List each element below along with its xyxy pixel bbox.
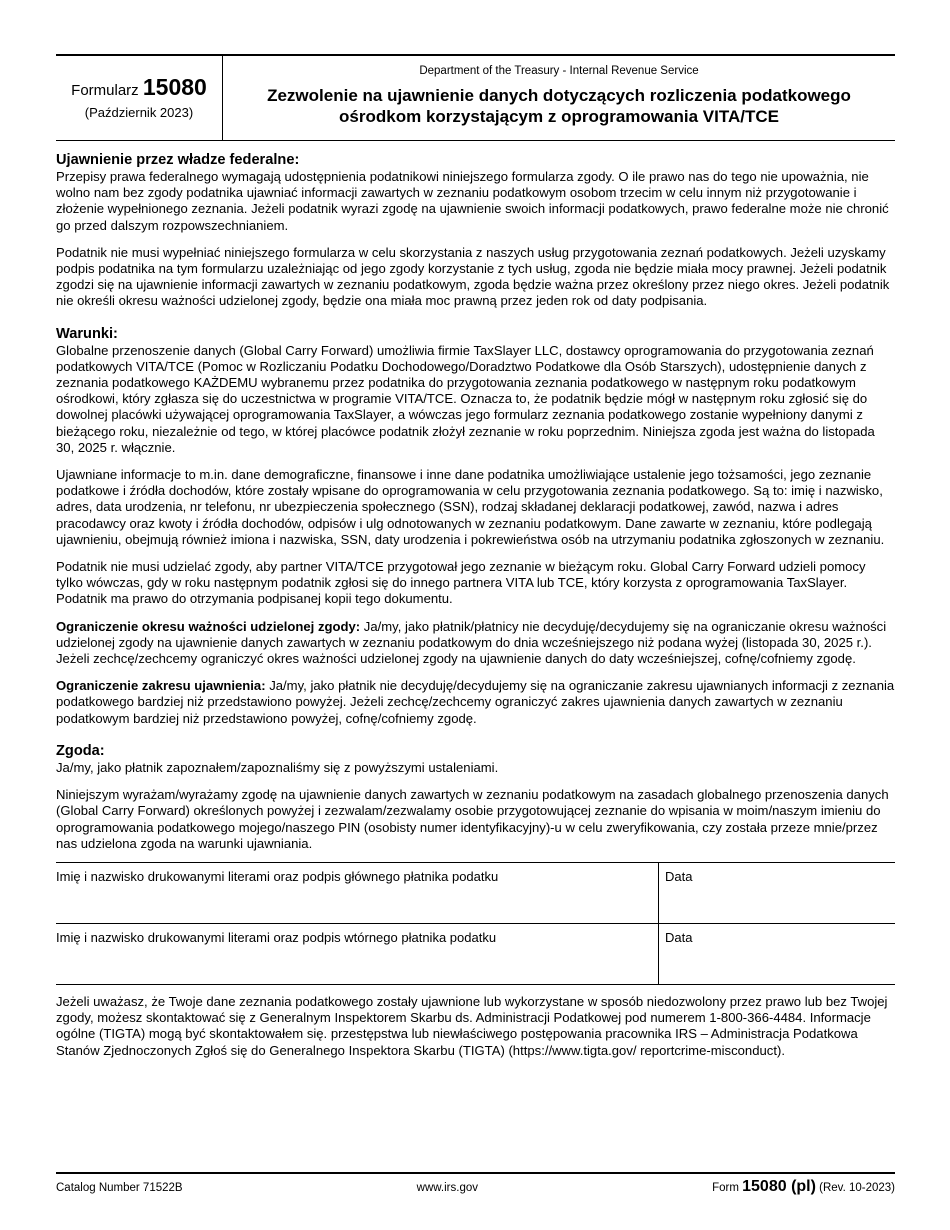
form-title-line2: ośrodkom korzystającym z oprogramowania VITA/TCE: [339, 107, 779, 126]
footer-form-id: [712, 1178, 895, 1196]
paragraph: Globalne przenoszenie danych (Global Carry Forward) umożliwia firmie TaxSlayer LLC, dostawcy oprogramowania do przygotowania zeznań podatkowych VITA/TCE (Pomoc w Rozliczaniu Podatku Dochodowego/Doradztwo Podatkowe dla Osób Starszych), udostępnienie danych z zeznania podatkowego KAŻDEMU wybranemu przez podatnika do przygotowania zeznania podatkowego w następnym roku podatkowym ośrodkowi, który zgłasza się do uczestnictwa w programie VITA/TCE. Oznacza to, że podatnik będzie mógł w następnym roku zgłosić się do dowolnej placówki używającej oprogramowania TaxSlayer, a wówczas jego formularz zeznania podatkowego zostanie wypełniony danymi z bieżącego roku, niezależnie od tego, w której placówce podatnik złożył zeznanie w roku poprzednim. Niniejsza zgoda jest ważna do listopada 30, 2025 r. włącznie.: [56, 342, 875, 455]
section-terms: [56, 326, 895, 727]
signature-table: [56, 862, 895, 985]
secondary-signature-label: Imię i nazwisko drukowanymi literami oraz podpis wtórnego płatnika podatku: [56, 929, 497, 945]
date-label: Data: [665, 868, 693, 884]
form-number: 15080: [142, 74, 207, 100]
limit-period-text: Ja/my, jako płatnik/płatnicy nie decyduję/decydujemy się na ograniczanie okresu ważności udzielonej zgody na ujawnienie danych zawartych w zeznaniu podatkowym do dnia wcześniejszego niż podana wyżej (listopada 30, 2025 r.). Jeżeli zechcę/zechcemy ograniczyć okres ważności udzielonej zgody na ujawnienie danych do daty wcześniejszej, cofnę/cofniemy zgodę.: [56, 618, 887, 667]
paragraph: Niniejszym wyrażam/wyrażamy zgodę na ujawnienie danych zawartych w zeznaniu podatkowym na zasadach globalnego przenoszenia danych (Global Carry Forward) określonych powyżej i zezwalam/zezwalamy osobie przygotowującej zeznanie do wpisania w moim/naszym imieniu do oprogramowania podatkowego mojego/naszego PIN (osobisty numer identyfikacyjny)-u w celu zweryfikowania, czy została przeze mnie/przez nas udzielona zgoda na warunki ujawniania.: [56, 787, 889, 851]
form-title-box: [223, 56, 895, 140]
form-label: Formularz: [71, 82, 139, 99]
paragraph: Przepisy prawa federalnego wymagają udostępnienia podatnikowi niniejszego formularza zgody. O ile prawo nas do tego nie upoważnia, nie wolno nam bez zgody podatnika ujawniać informacji zawartych w zeznaniu podatkowym osobom trzecim w celu innym niż przygotowanie i złożenie wypełnionego zeznania. Jeżeli podatnik wyrazi zgodę na ujawnienie swoich informacji podatkowych, prawo federalne może nie chronić go przed dalszym rozpowszechnianiem.: [56, 169, 889, 233]
primary-signature-label: Imię i nazwisko drukowanymi literami oraz podpis głównego płatnika podatku: [56, 868, 499, 884]
footer-revision: (Rev. 10-2023): [819, 1182, 895, 1194]
primary-signature-field[interactable]: [56, 863, 659, 923]
paragraph: Ja/my, jako płatnik zapoznałem/zapoznaliśmy się z powyższymi ustaleniami.: [56, 759, 499, 775]
limit-scope-paragraph: [56, 678, 895, 727]
section-heading: Zgoda:: [56, 742, 105, 759]
form-title: [223, 85, 895, 127]
form-body: [56, 152, 895, 1059]
primary-date-field[interactable]: [659, 863, 895, 923]
signature-row-primary: [56, 863, 895, 924]
form-date: (Październik 2023): [84, 105, 194, 120]
section-consent: [56, 743, 895, 852]
date-label: Data: [665, 929, 693, 945]
secondary-signature-field[interactable]: [56, 924, 659, 984]
secondary-date-field[interactable]: [659, 924, 895, 984]
section-heading: Ujawnienie przez władze federalne:: [56, 152, 300, 168]
form-footer: [56, 1172, 895, 1196]
footer-form-prefix: Form: [712, 1182, 739, 1194]
form-id-box: [56, 56, 223, 140]
form-page: [56, 54, 895, 1059]
form-number-line: [56, 74, 222, 101]
form-header: [56, 54, 895, 141]
paragraph: Ujawniane informacje to m.in. dane demograficzne, finansowe i inne dane podatnika umożliwiające ustalenie jego tożsamości, jego zeznanie podatkowe i źródła dochodów, które zostały wpisane do oprogramowania w celu przygotowania zeznania podatkowego. Są to: imię i nazwisko, adres, data urodzenia, nr telefonu, nr ubezpieczenia społecznego (SSN), rodzaj składanej deklaracji podatkowej, zawód, nazwa i adres pracodawcy oraz kwoty i źródła dochodów, odpisów i ulg odnotowanych w zeznaniu podatkowym. Dane zawarte w zeznaniu, które podlegają ujawnieniu, obejmują również imiona i nazwiska, SSN, daty urodzenia i pokrewieństwa osób na utrzymaniu podatnika zgłoszonych w zeznaniu.: [56, 467, 885, 547]
department-name: Department of the Treasury - Internal Revenue Service: [419, 65, 699, 77]
limit-scope-label: Ograniczenie zakresu ujawnienia:: [56, 678, 266, 694]
footer-form-number: 15080 (pl): [742, 1178, 816, 1195]
section-federal-disclosure: [56, 152, 895, 310]
signature-row-secondary: [56, 924, 895, 985]
irs-website: www.irs.gov: [416, 1182, 479, 1194]
tigta-footnote: Jeżeli uważasz, że Twoje dane zeznania podatkowego zostały ujawnione lub wykorzystane w sposób niedozwolony przez prawo lub bez Twojej zgody, możesz skontaktować się z Generalnym Inspektorem Skarbu ds. Administracji Podatkowej pod numerem 1-800-366-4484. Informacje ogólne (TIGTA) mogą być skontaktowałem się. przestępstwa lub niewłaściwego postępowania pracownika IRS – Administracja Podatkowa Stanów Zjednoczonych Zgłoś się do Generalnego Inspektora Skarbu (TIGTA) (https://www.tigta.gov/ reportcrime-misconduct).: [56, 993, 888, 1058]
limit-scope-text: Ja/my, jako płatnik nie decyduję/decydujemy się na ograniczanie zakresu ujawnianych informacji z zeznania podatkowego bardziej niż przedstawiono powyżej. Jeżeli zechcę/zechcemy ograniczyć zakres ujawnienia danych zawartych w zeznaniu podatkowym bardziej niż przedstawiono powyżej, cofnę/cofniemy zgodę.: [56, 678, 895, 726]
paragraph: Podatnik nie musi wypełniać niniejszego formularza w celu skorzystania z naszych usług przygotowania zeznań podatkowych. Jeżeli uzyskamy podpis podatnika na tym formularzu uzależniając od jego zgody korzystanie z tych usług, zgoda nie będzie miała mocy prawnej. Jeżeli podatnik zgodzi się na ujawnienie informacji zawartych w zeznaniu podatkowym, zgoda będzie ważna przez określony przez niego okres. Jeżeli podatnik nie określi okresu ważności udzielonej zgody, będzie ona miała moc prawną przez jeden rok od daty podpisania.: [56, 244, 890, 309]
section-heading: Warunki:: [56, 325, 118, 342]
form-title-line1: Zezwolenie na ujawnienie danych dotyczących rozliczenia podatkowego: [267, 86, 851, 105]
paragraph: Podatnik nie musi udzielać zgody, aby partner VITA/TCE przygotował jego zeznanie w bieżącym roku. Global Carry Forward udzieli pomocy tylko wówczas, gdy w roku następnym podatnik zgłosi się do innego partnera VITA lub TCE, który korzysta z oprogramowania TaxSlayer. Podatnik ma prawo do otrzymania podpisanej kopii tego dokumentu.: [56, 559, 866, 607]
limit-period-label: Ograniczenie okresu ważności udzielonej zgody:: [56, 618, 361, 634]
limit-period-paragraph: [56, 619, 895, 668]
catalog-number: Catalog Number 71522B: [56, 1182, 183, 1194]
